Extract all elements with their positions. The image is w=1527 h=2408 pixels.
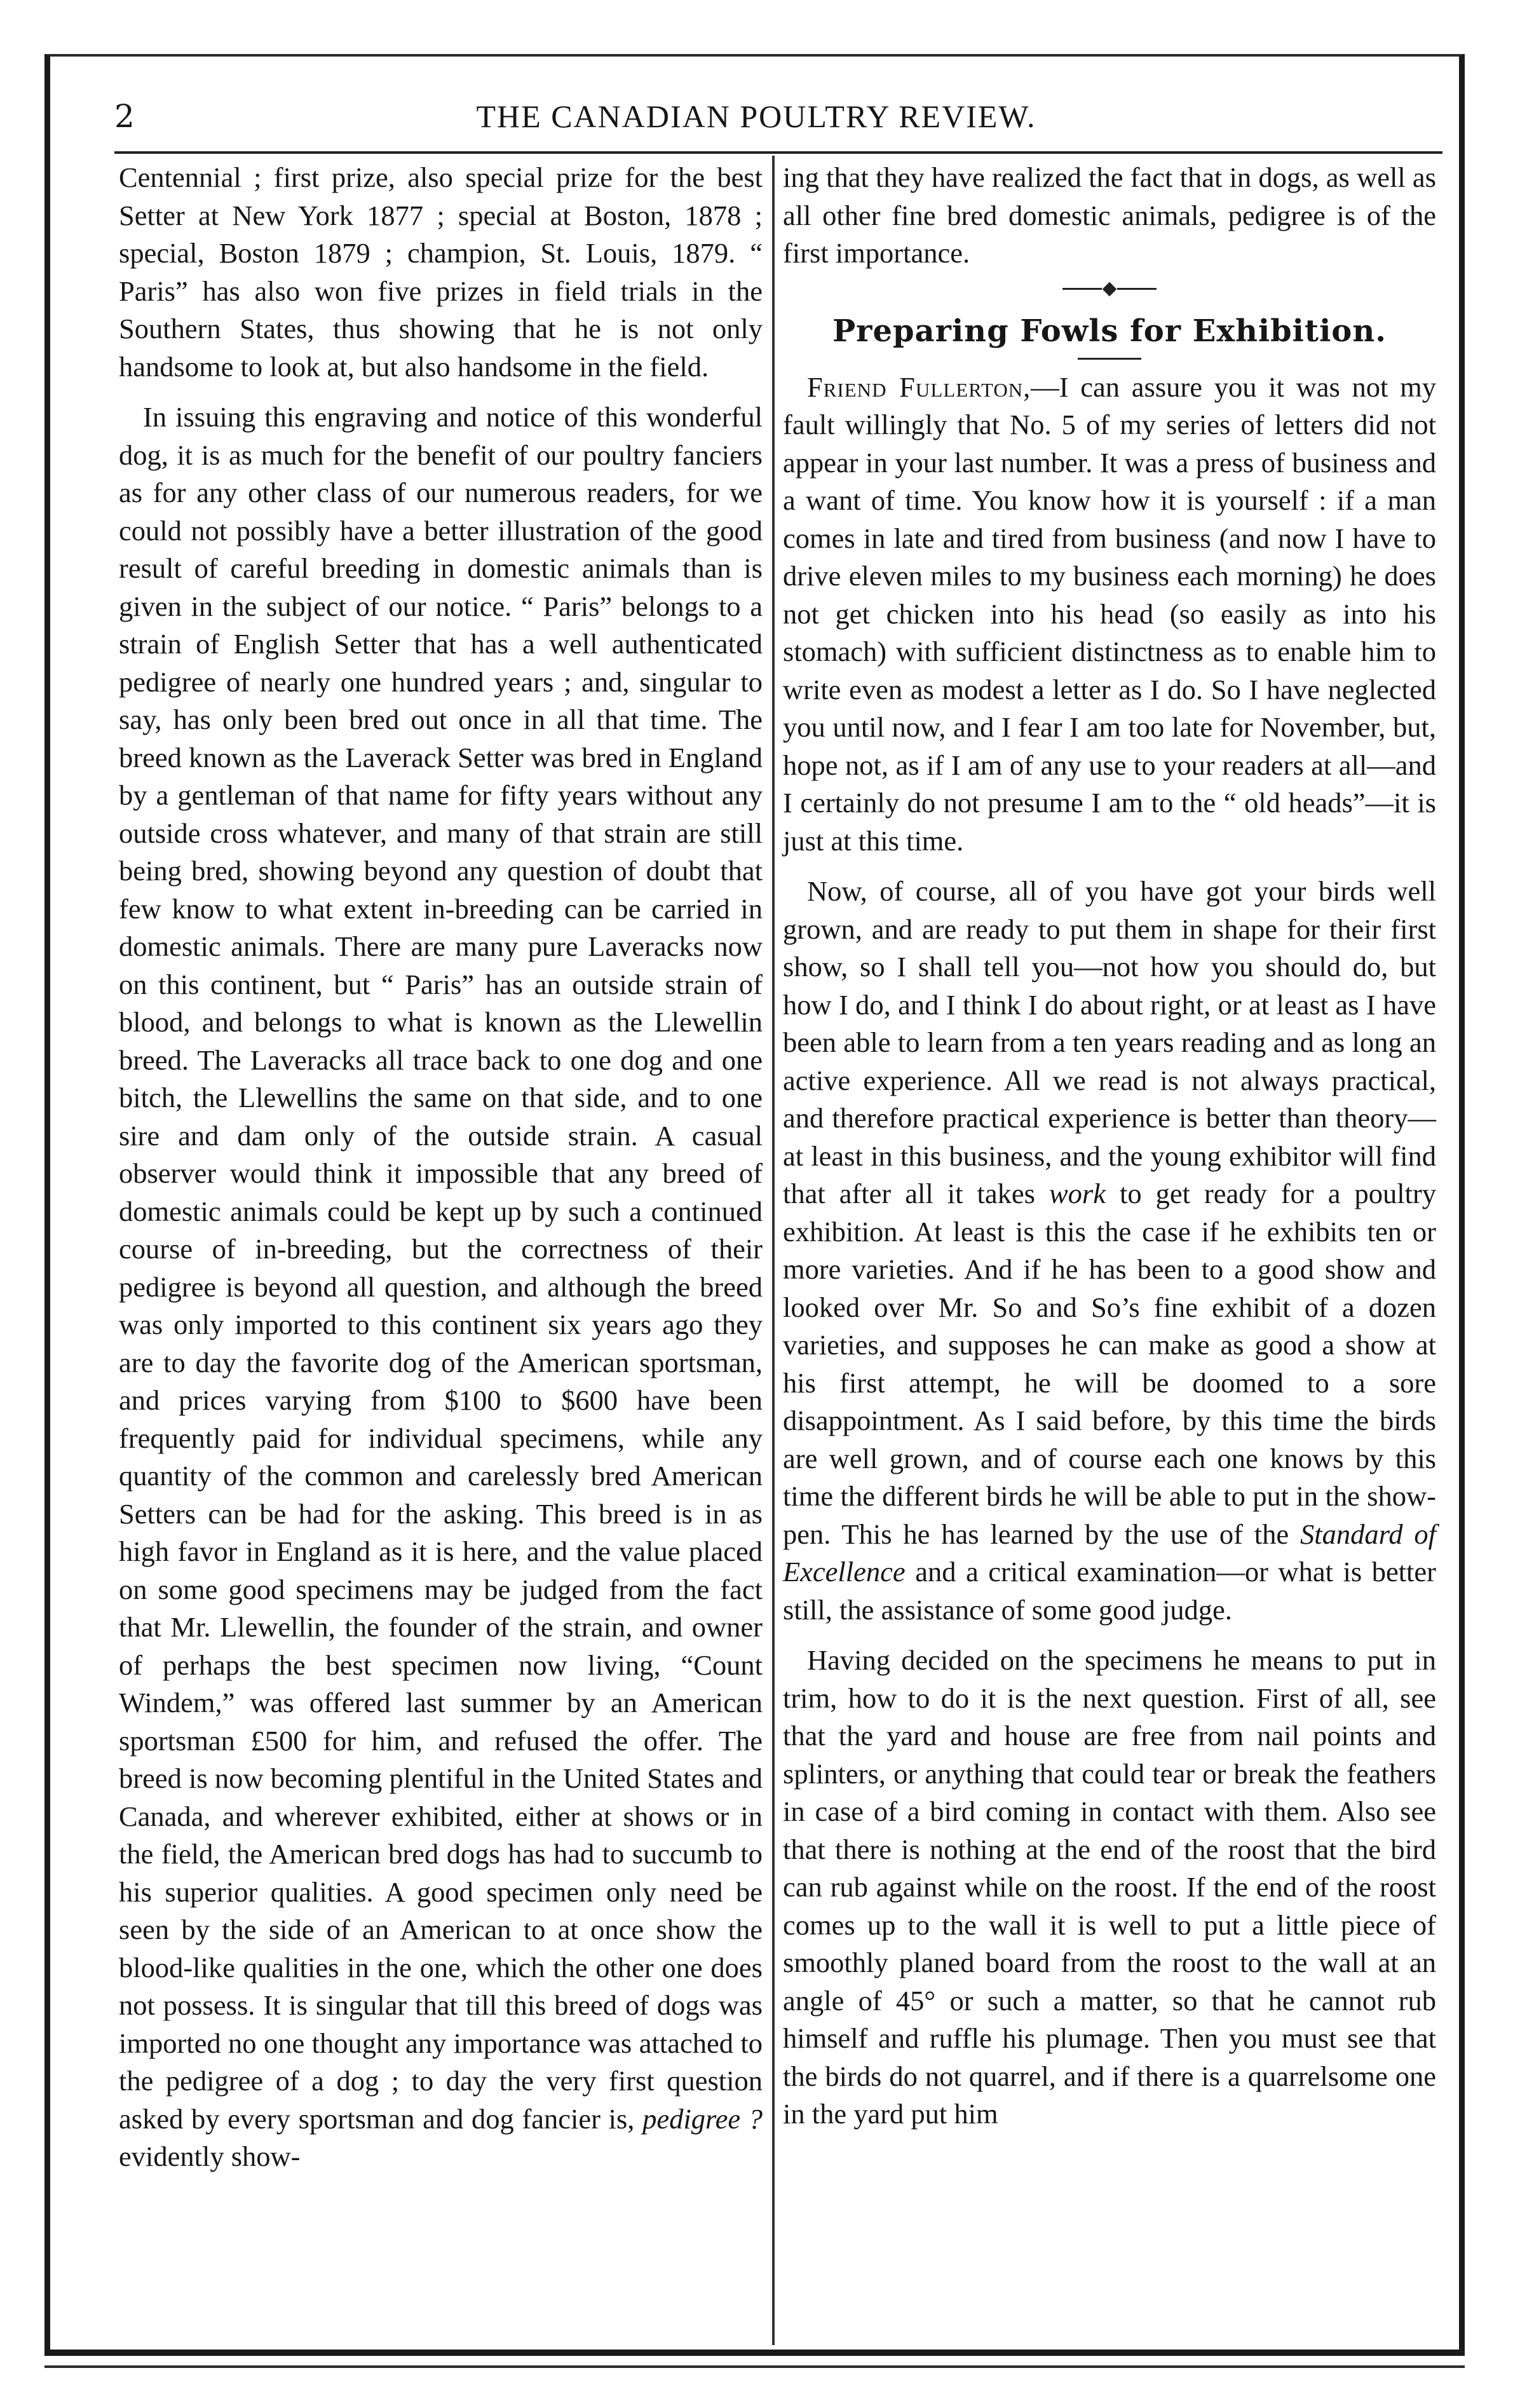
paragraph-text: —I can assure you it was not my fault willingly that No. 5 of my series of letters did not appear in your last number. It was a press of business and a want of time. You know how it is yourself : if a man comes in late and tired from business (and now I have to drive eleven miles to my business each morning) he does not get chicken into his head (so easily as into his stomach) with sufficient distinctness as to enable him to write even as modest a letter as I do. So I have neglected you until now, and I fear I am too late for November, but, hope not, as if I am of any use to your readers at all—and I certainly do not presume I am to the “ old heads”—it is just at this time. <box>783 371 1437 857</box>
page-header <box>70 94 1442 139</box>
column-divider <box>772 156 775 2345</box>
italic-text: Standard of Excellence <box>783 1518 1436 1588</box>
left-column <box>119 159 763 2176</box>
header-rule <box>114 151 1442 154</box>
article-paragraph: Having decided on the specimens he means to put in trim, how to do it is the next question. First of all, see that the yard and house are free from nail points and splinters, or anything that could tear or break the feathers in case of a bird coming in contact with them. Also see that there is nothing at the end of the roost that the bird can rub against while on the roost. If the end of the roost comes up to the wall it is well to put a little piece of smoothly planed board from the roost to the wall at an angle of 45° or such a matter, so that he cannot rub himself and ruffle his plumage. Then you must see that the birds do not quarrel, and if there is a quarrelsome one in the yard put him <box>783 1644 1436 2130</box>
salutation: Friend Fullerton, <box>807 371 1031 403</box>
paragraph-text: and a critical examination—or what is better still, the assistance of some good judge. <box>783 1556 1436 1626</box>
article-paragraph <box>119 398 763 2176</box>
article-title: Preparing Fowls for Exhibition. <box>832 313 1387 349</box>
bottom-rule-thin <box>44 2365 1465 2368</box>
page-number: 2 <box>114 98 135 135</box>
paragraph-tail: evidently show- <box>119 2140 301 2172</box>
continued-paragraph: ing that they have realized the fact that in dogs, as well as all other fine bred domestic animals, pedigree is of the first importance. <box>783 161 1436 269</box>
section-ornament <box>783 276 1436 302</box>
letter-paragraph <box>783 369 1436 860</box>
article-paragraph <box>783 873 1436 1629</box>
italic-text: work <box>1049 1178 1106 1209</box>
paragraph-text: Now, of course, all of you have got your birds well grown, and are ready to put them in shape for their first show, so I shall tell you—not how you should do, but how I do, and I think I do about right, or at least as I have been able to learn from a ten years reading and as long an active experience. All we read is not always practical, and therefore practical experience is better than theory—at least in this business, and the young exhibitor will find that after all it takes <box>783 875 1436 1209</box>
italic-text: pedigree ? <box>642 2102 763 2135</box>
paragraph-text: In issuing this engraving and notice of this wonderful dog, it is as much for the benefit of our poultry fanciers as for any other class of our numerous readers, for we could not possibly have a better illustration of the good result of careful breeding in domestic animals than is given in the subject of our notice. “ Paris” belongs to a strain of English Setter that has a well authenticated pedigree of nearly one hundred years ; and, singular to say, has only been bred out once in all that time. The breed known as the Laverack Setter was bred in England by a gentleman of that name for fifty years without any outside cross whatever, and many of that strain are still being bred, showing beyond any question of doubt that few know to what extent in-breeding can be carried in domestic animals. There are many pure Laveracks now on this continent, but “ Paris” has an outside strain of blood, and belongs to what is known as the Llewellin breed. The Laveracks all trace back to one dog and one bitch, the Llewellins the same on that side, and to one sire and dam only of the outside strain. A casual observer would think it impossible that any breed of domestic animals could be kept up by such a continued course of in-breeding, but the correctness of their pedigree is beyond all question, and although the breed was only imported to this continent six years ago they are to day the favorite dog of the American sportsman, and prices varying from $100 to $600 have been frequently paid for individual specimens, while any quantity of the common and carelessly bred American Setters can be had for the asking. This breed is in as high favor in England as it is here, and the value placed on some good specimens may be judged from the fact that Mr. Llewellin, the founder of the strain, and owner of perhaps the best specimen now living, “Count Windem,” was offered last summer by an American sportsman £500 for him, and refused the offer. The breed is now becoming plentiful in the United States and Canada, and wherever exhibited, either at shows or in the field, the American bred dogs has had to succumb to his superior qualities. A good specimen only need be seen by the side of an American to at once show the blood-like qualities in the one, which the other one does not possess. It is singular that till this breed of dogs was imported no one thought any importance was attached to the pedigree of a dog ; to day the very first question asked by every sportsman and dog fancier is, <box>119 401 763 2135</box>
running-title: THE CANADIAN POULTRY REVIEW. <box>476 99 1036 134</box>
bottom-rule <box>44 2350 1465 2356</box>
paragraph-text: to get ready for a poultry exhibition. At least is this the case if he exhibits ten or more varieties. And if he has been to a good show and looked over Mr. So and So’s fine exhibit of a dozen varieties, and supposes he can make as good a show at his first attempt, he will be doomed to a sore disappointment. As I said before, by this time the birds are well grown, and of course each one knows by this time the different birds he will be able to put in the show-pen. This he has learned by the use of the <box>783 1178 1437 1550</box>
continued-paragraph: Centennial ; first prize, also special prize for the best Setter at New York 1877 ; special at Boston, 1878 ; special, Boston 1879 ; champion, St. Louis, 1879. “ Paris” has also won five prizes in field trials in the Southern States, thus showing that he is not only handsome to look at, but also handsome in the field. <box>119 161 763 383</box>
right-column <box>783 159 1436 2133</box>
heading-rule <box>1078 358 1141 360</box>
